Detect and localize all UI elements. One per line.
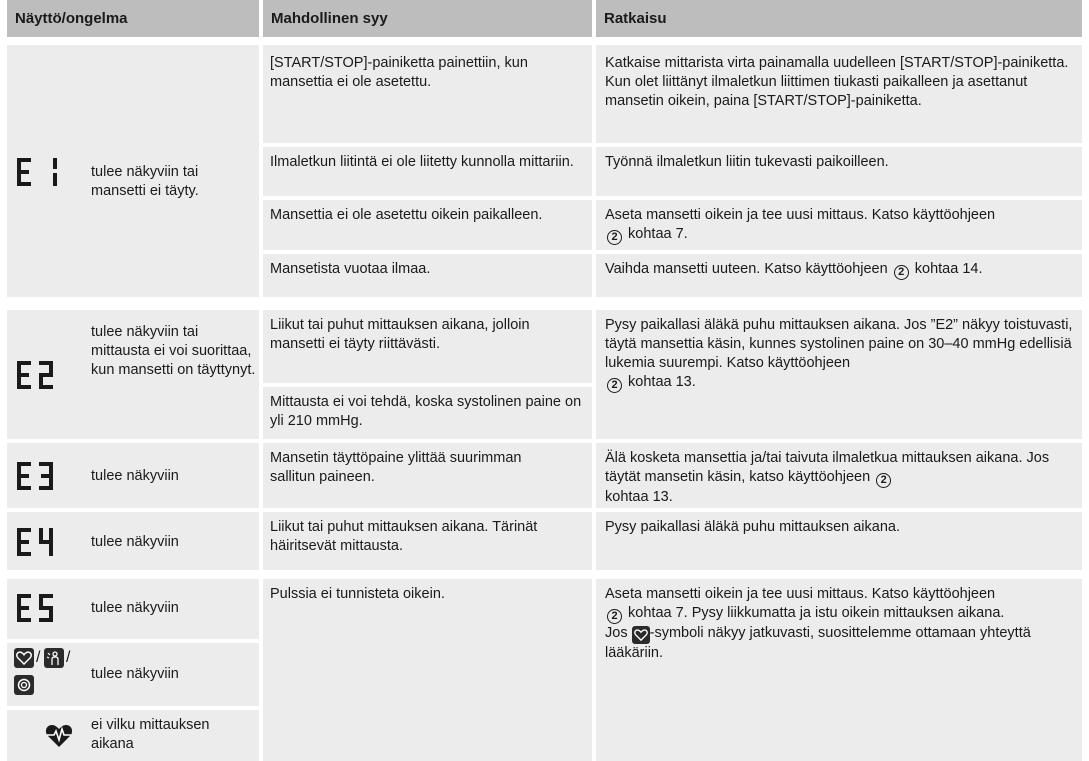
cause-text: Pulssia ei tunnisteta oikein. xyxy=(270,586,445,602)
solution-text: Pysy paikallasi äläkä puhu mittauksen aikana. Jos ”E2” näkyy toistuvasti, täytä mansettia käsin, kunnes systolinen paine on 30–40 mmHg edellisiä lukemia suurempi. Katso käyttöohjeen 2 kohtaa 13. xyxy=(605,317,1073,391)
error-code-e5 xyxy=(15,592,75,630)
solution-text: Älä kosketa mansettia ja/tai taivuta ilmaletkua mittauksen aikana. Jos täytät mansetin käsin, katso käyttöohjeen 2 kohtaa 13. xyxy=(605,450,1050,505)
segment-display-e1-icon xyxy=(15,156,75,188)
cause-text: [START/STOP]-painiketta painettiin, kun mansettia ei ole asetettu. xyxy=(270,55,528,90)
problem-text-e4: tulee näkyviin xyxy=(91,534,179,550)
cause-text: Mansetista vuotaa ilmaa. xyxy=(270,261,431,277)
segment-display-e2-icon xyxy=(15,359,75,391)
segment-display-e4-icon xyxy=(15,526,75,558)
heart-outline-icon xyxy=(14,648,34,668)
solution-text: Katkaise mittarista virta painamalla uudelleen [START/STOP]-painiketta. Kun olet liittänyt ilmaletkun liittimen tiukasti paikalleen ja asettanut mansetin oikein, paina [START/STOP]-painiketta. xyxy=(605,55,1069,109)
cause-text: Mansettia ei ole asetettu oikein paikalleen. xyxy=(270,207,543,223)
manual-ref-icon: 2 xyxy=(876,473,891,488)
cause-text: Liikut tai puhut mittauksen aikana, jolloin mansetti ei täyty riittävästi. xyxy=(270,317,530,352)
cuff-icon xyxy=(14,675,34,695)
cause-text: Mansetin täyttöpaine ylittää suurimman sallitun paineen. xyxy=(270,450,522,485)
heart-outline-icon xyxy=(632,626,650,644)
problem-text-heart: ei vilku mittauksen aikana xyxy=(91,717,210,752)
manual-ref-icon: 2 xyxy=(894,265,909,280)
person-motion-icon xyxy=(44,648,64,668)
solution-text: Aseta mansetti oikein ja tee uusi mittaus. Katso käyttöohjeen 2 kohtaa 7. Pysy liikkumatta ja istu oikein mittauksen aikana. Jos -symboli näkyy jatkuvasti, suosittelemme ottamaan yhteyttä lääkäriin. xyxy=(605,586,1031,661)
manual-ref-icon: 2 xyxy=(607,378,622,393)
solution-text: Työnnä ilmaletkun liitin tukevasti paikoilleen. xyxy=(605,154,889,170)
header-solution: Ratkaisu xyxy=(596,0,1082,37)
cause-text: Liikut tai puhut mittauksen aikana. Tärinät häiritsevät mittausta. xyxy=(270,519,538,554)
problem-text-e3: tulee näkyviin xyxy=(91,468,179,484)
problem-text-e5: tulee näkyviin xyxy=(91,600,179,616)
header-possible-cause: Mahdollinen syy xyxy=(263,0,592,37)
cause-cell-e5 xyxy=(263,579,592,761)
solution-text: Pysy paikallasi äläkä puhu mittauksen aikana. xyxy=(605,519,900,535)
solution-text: Vaihda mansetti uuteen. Katso käyttöohjeen 2 kohtaa 14. xyxy=(605,261,983,278)
solution-text: Aseta mansetti oikein ja tee uusi mittaus. Katso käyttöohjeen 2 kohtaa 7. xyxy=(605,207,996,243)
error-code-e2 xyxy=(15,359,75,397)
segment-display-e3-icon xyxy=(15,460,75,492)
problem-text-e2: tulee näkyviin tai mittausta ei voi suorittaa, kun mansetti on täyttynyt. xyxy=(91,324,256,378)
cause-text: Mittausta ei voi tehdä, koska systolinen paine on yli 210 mmHg. xyxy=(270,394,582,429)
error-code-e4 xyxy=(15,526,75,564)
header-display-problem: Näyttö/ongelma xyxy=(7,0,259,37)
segment-display-e5-icon xyxy=(15,592,75,624)
heart-pulse-icon xyxy=(45,724,73,754)
problem-text-symbols: tulee näkyviin xyxy=(91,666,179,682)
symbol-group: / / xyxy=(13,648,83,700)
problem-text-e1: tulee näkyviin tai mansetti ei täyty. xyxy=(91,164,199,199)
error-code-e1 xyxy=(15,156,75,194)
error-code-e3 xyxy=(15,460,75,498)
manual-ref-icon: 2 xyxy=(607,230,622,245)
cause-text: Ilmaletkun liitintä ei ole liitetty kunnolla mittariin. xyxy=(270,154,574,170)
manual-ref-icon: 2 xyxy=(607,609,622,624)
